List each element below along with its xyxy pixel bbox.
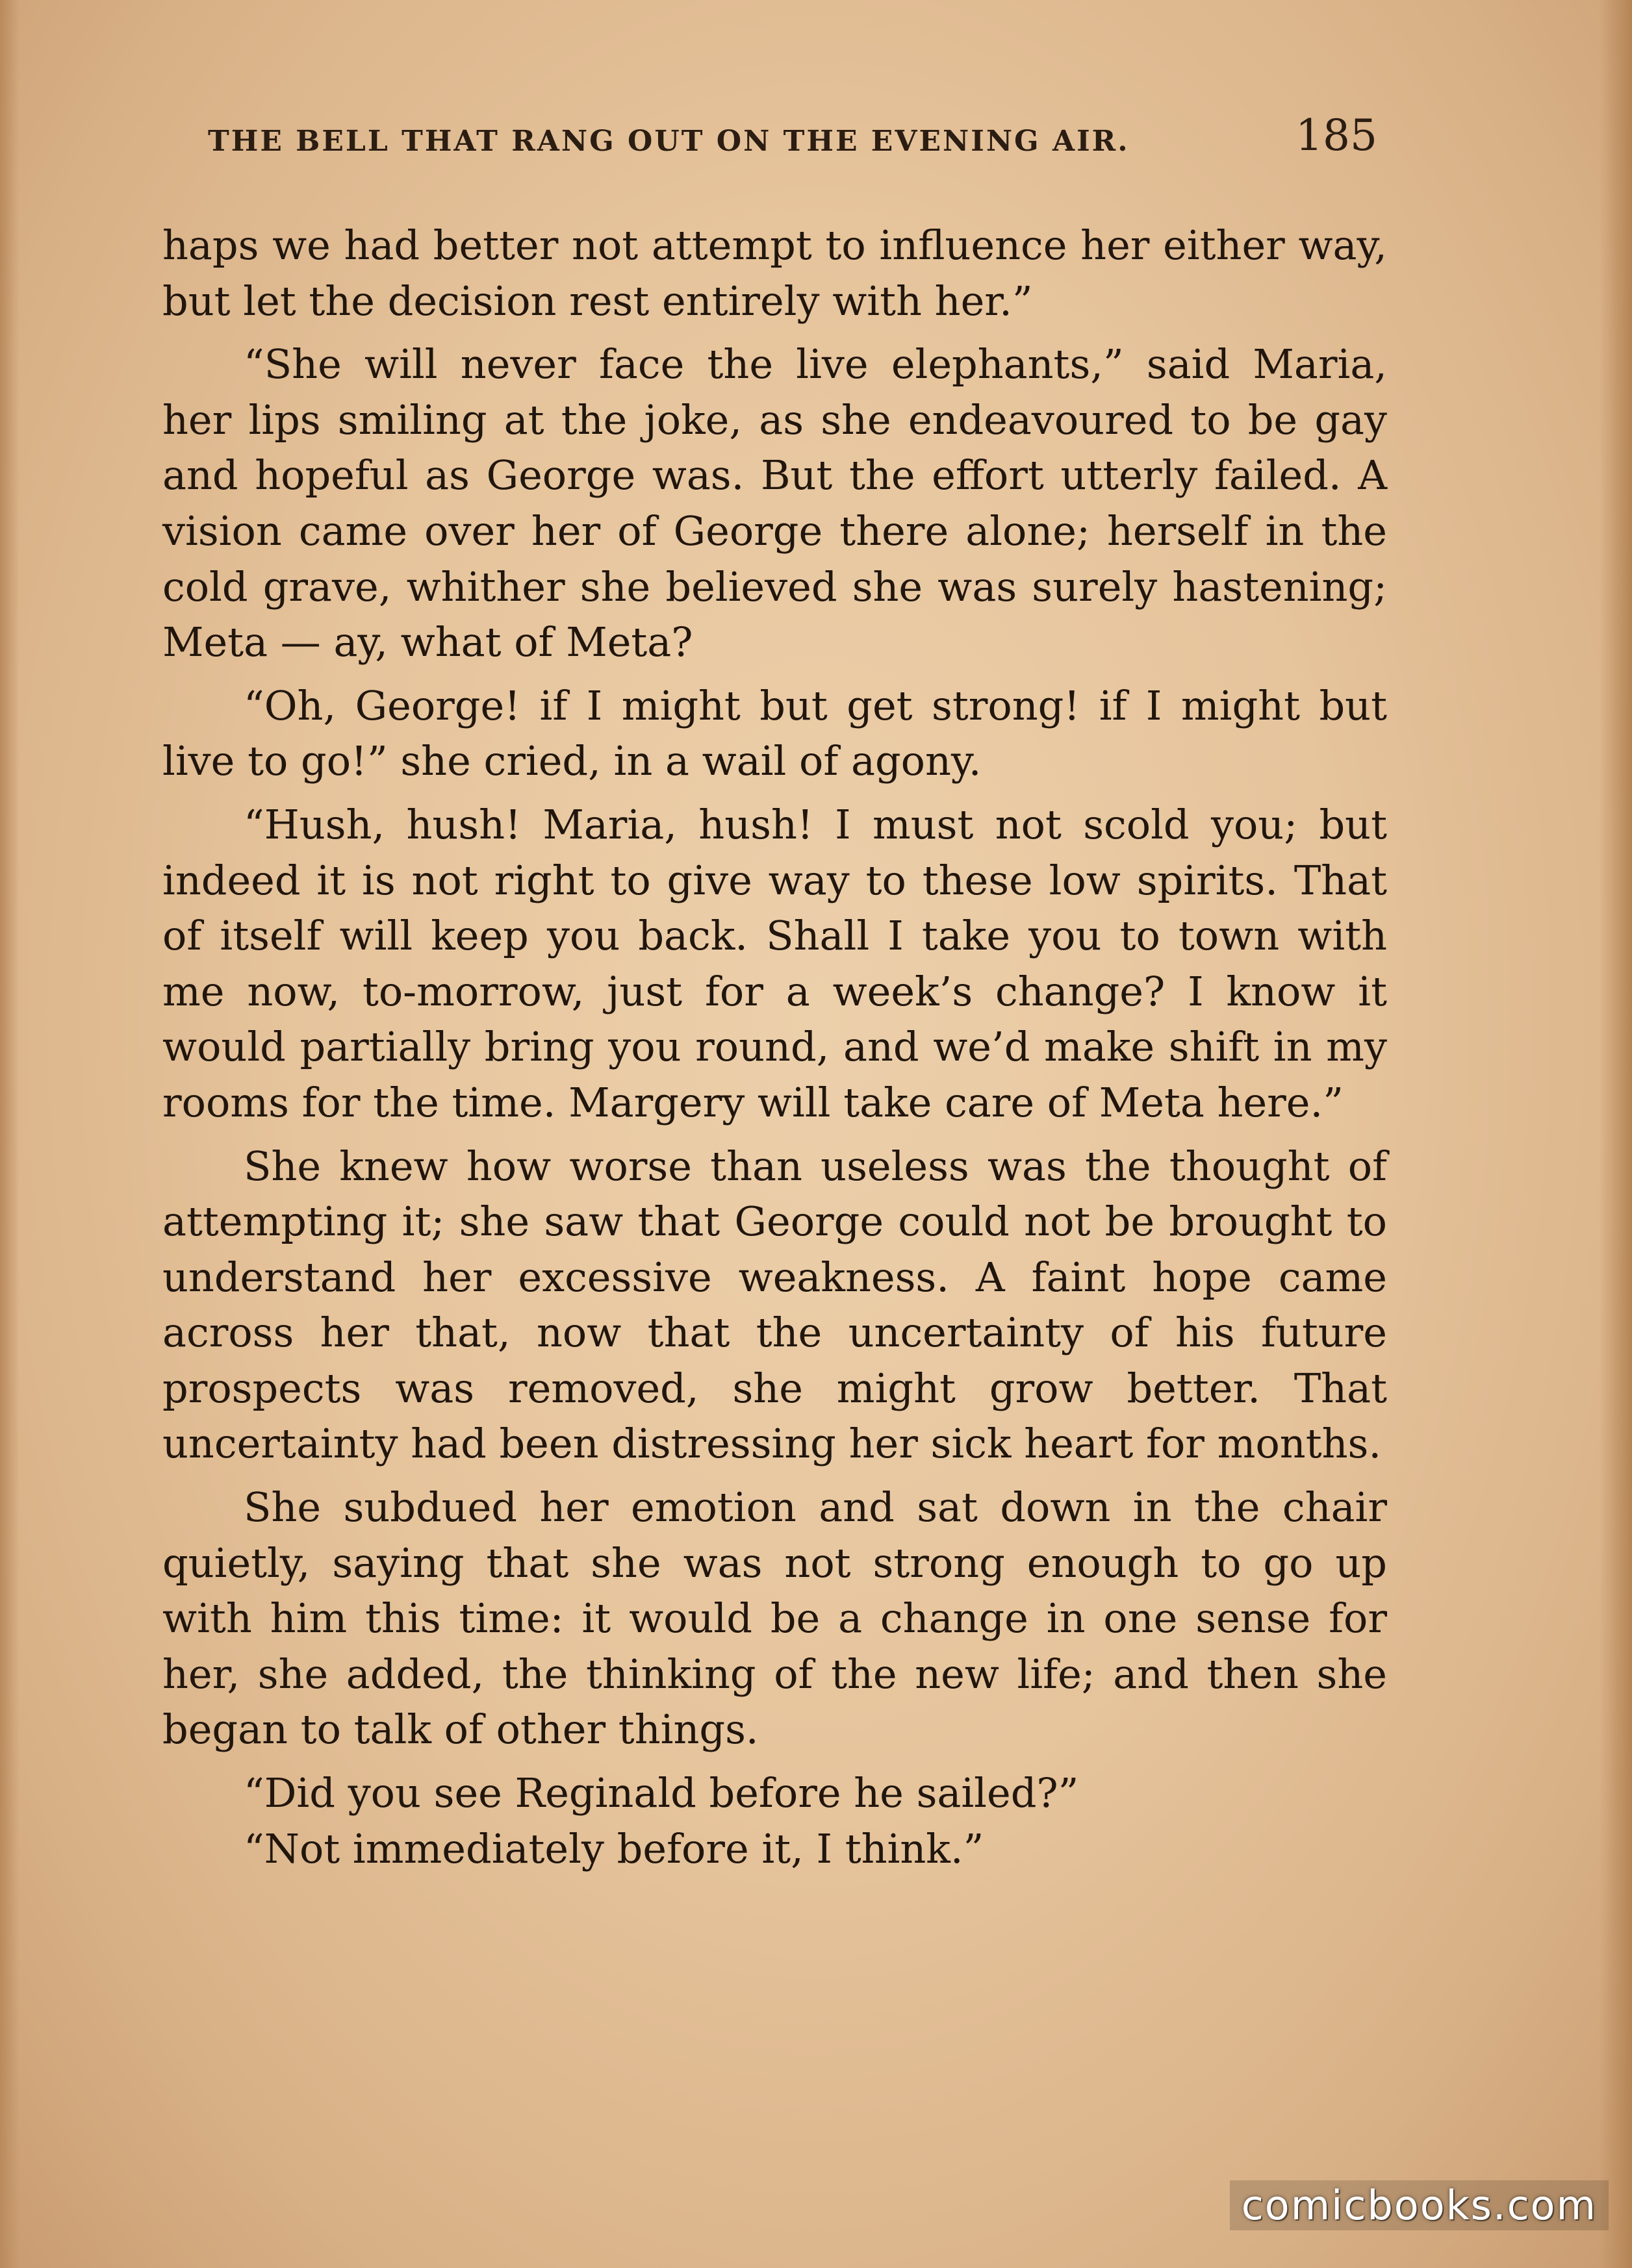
paragraph-dialogue: “Not immediately before it, I think.” xyxy=(244,1824,984,1872)
page-edge-shadow-left xyxy=(0,0,19,2268)
page-number: 185 xyxy=(1295,110,1377,160)
paragraph-continued: haps we had better not attempt to influence her either way, but let the decision rest entirely with her.” xyxy=(162,221,1387,325)
page-header xyxy=(208,110,1377,169)
page-edge-shadow-right xyxy=(1600,0,1632,2268)
paragraph-dialogue: “Did you see Reginald before he sailed?” xyxy=(244,1769,1079,1817)
running-title: THE BELL THAT RANG OUT ON THE EVENING AIR. xyxy=(208,125,1130,158)
paragraph: “She will never face the live elephants,” said Maria, her lips smiling at the joke, as she endeavoured to be gay and hopeful as George was. But the effort utterly failed. A vision came over her of George there alone; herself in the cold grave, whither she believed she was surely hastening; Meta — ay, what of Meta? xyxy=(162,340,1387,666)
body-text xyxy=(162,218,1387,1876)
site-watermark: comicbooks.com xyxy=(1230,2180,1609,2230)
paragraph: She knew how worse than useless was the thought of attempting it; she saw that George could not be brought to understand her excessive weakness. A faint hope came across her that, now that the uncertainty of his future prospects was removed, she might grow better. That uncertainty had been distressing her sick heart for months. xyxy=(162,1142,1387,1468)
paragraph: “Oh, George! if I might but get strong! if I might but live to go!” she cried, in a wail of agony. xyxy=(162,681,1387,785)
paragraph: She subdued her emotion and sat down in the chair quietly, saying that she was not strong enough to go up with him this time: it would be a change in one sense for her, she added, the thinking of the new life; and then she began to talk of other things. xyxy=(162,1483,1387,1754)
paragraph: “Hush, hush! Maria, hush! I must not scold you; but indeed it is not right to give way to these low spirits. That of itself will keep you back. Shall I take you to town with me now, to-morrow, just for a week’s change? I know it would partially bring you round, and we’d make shift in my rooms for the time. Margery will take care of Meta here.” xyxy=(162,800,1387,1126)
